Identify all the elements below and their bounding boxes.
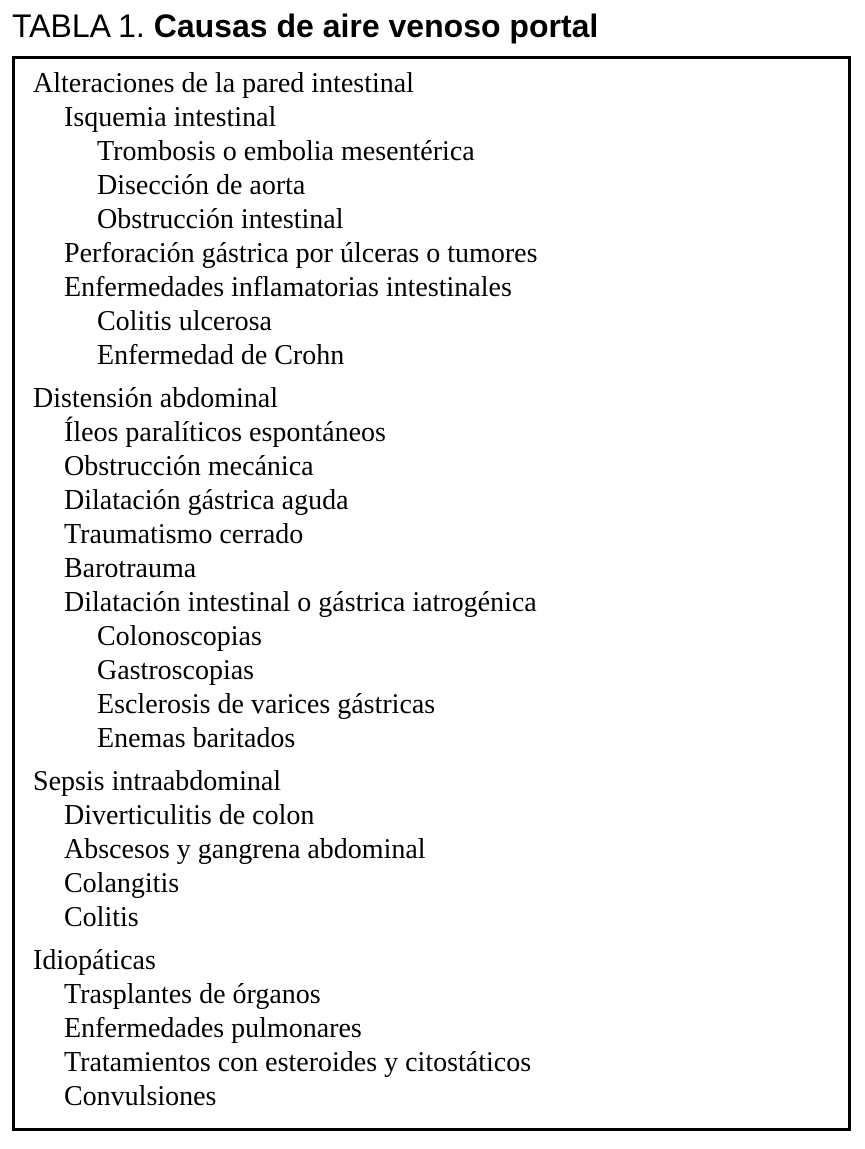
list-item: Traumatismo cerrado <box>64 519 304 550</box>
group-idiopaticas <box>33 944 537 1114</box>
list-subitem: Obstrucción intestinal <box>97 204 344 235</box>
group-alteraciones-pared <box>33 67 537 373</box>
table-caption <box>12 6 598 46</box>
list-item: Dilatación gástrica aguda <box>64 485 349 516</box>
list-item: Colitis <box>64 902 139 933</box>
list-item: Íleos paralíticos espontáneos <box>64 417 386 448</box>
list-item: Enfermedades pulmonares <box>64 1013 362 1044</box>
list-item: Tratamientos con esteroides y citostáticos <box>64 1047 532 1078</box>
group-heading: Distensión abdominal <box>33 383 278 414</box>
table-content <box>33 67 537 1123</box>
list-item: Obstrucción mecánica <box>64 451 314 482</box>
list-subitem: Enemas baritados <box>97 723 296 754</box>
list-item: Diverticulitis de colon <box>64 800 315 831</box>
list-item: Convulsiones <box>64 1081 217 1112</box>
list-item: Colangitis <box>64 868 180 899</box>
list-item: Dilatación intestinal o gástrica iatrogénica <box>64 587 537 618</box>
list-subitem: Trombosis o embolia mesentérica <box>97 136 475 167</box>
group-sepsis-intraabdominal <box>33 765 537 935</box>
list-subitem: Disección de aorta <box>97 170 306 201</box>
group-heading: Idiopáticas <box>33 945 156 976</box>
list-item: Perforación gástrica por úlceras o tumores <box>64 238 538 269</box>
group-distension-abdominal <box>33 382 537 756</box>
list-item: Enfermedades inflamatorias intestinales <box>64 272 512 303</box>
list-subitem: Colonoscopias <box>97 621 262 652</box>
table-title: Causas de aire venoso portal <box>153 8 599 44</box>
table-number: TABLA 1. <box>12 8 145 44</box>
group-heading: Alteraciones de la pared intestinal <box>33 68 414 99</box>
list-subitem: Enfermedad de Crohn <box>97 340 345 371</box>
list-item: Barotrauma <box>64 553 197 584</box>
table-frame <box>12 56 851 1131</box>
list-subitem: Esclerosis de varices gástricas <box>97 689 436 720</box>
list-item: Trasplantes de órganos <box>64 979 321 1010</box>
list-item: Abscesos y gangrena abdominal <box>64 834 426 865</box>
group-heading: Sepsis intraabdominal <box>33 766 282 797</box>
list-subitem: Gastroscopias <box>97 655 255 686</box>
list-subitem: Colitis ulcerosa <box>97 306 272 337</box>
list-item: Isquemia intestinal <box>64 102 277 133</box>
